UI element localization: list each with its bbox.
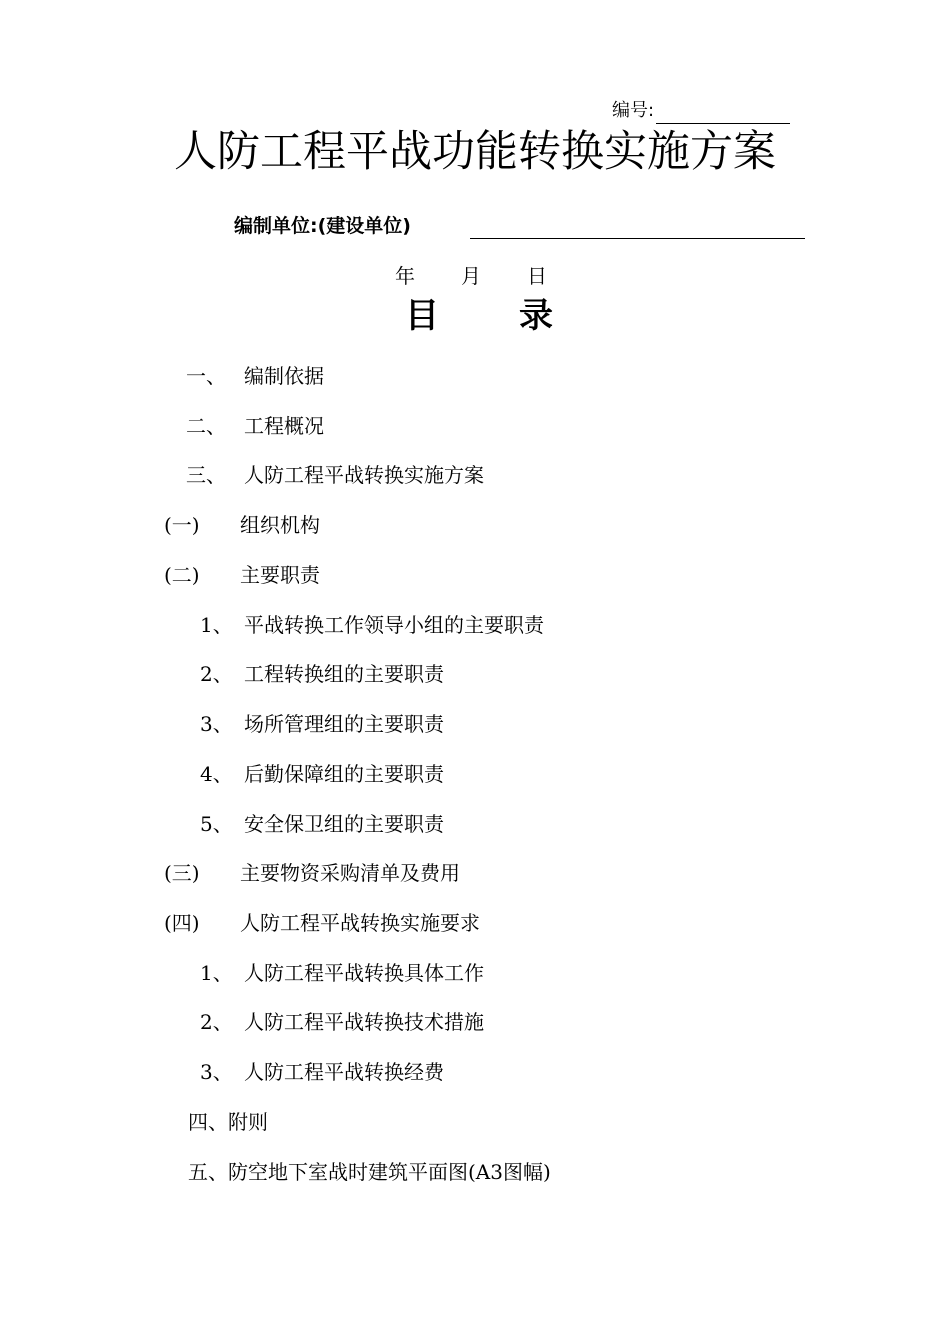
- toc-item-text: 防空地下室战时建筑平面图(A3图幅): [228, 1160, 551, 1184]
- toc-item-text: 安全保卫组的主要职责: [244, 812, 444, 836]
- toc-item: [164, 909, 480, 937]
- date-day: 日: [527, 264, 547, 288]
- toc-item-text: 人防工程平战转换经费: [244, 1060, 444, 1084]
- compiling-unit-blank: [470, 238, 805, 239]
- toc-item-text: 主要物资采购清单及费用: [240, 861, 460, 885]
- date-row: [395, 262, 547, 290]
- toc-item-number: (三): [164, 861, 200, 885]
- toc-item-text: 人防工程平战转换技术措施: [244, 1010, 484, 1034]
- toc-item-number: 三、: [186, 463, 226, 487]
- toc-item-text: 附则: [228, 1110, 268, 1134]
- toc-item-text: 人防工程平战转换实施方案: [244, 463, 484, 487]
- toc-item-text: 平战转换工作领导小组的主要职责: [244, 613, 544, 637]
- toc-title-part-b: 录: [519, 296, 553, 336]
- toc-item-number: 一、: [186, 364, 226, 388]
- document-number-label: 编号:: [612, 100, 655, 121]
- toc-item-text: 组织机构: [240, 513, 320, 537]
- date-year: 年: [395, 264, 415, 288]
- toc-item-number: 1、: [200, 613, 233, 637]
- toc-item: [200, 1058, 444, 1086]
- toc-item: [188, 1158, 551, 1186]
- toc-item-number: 五、: [188, 1160, 228, 1184]
- document-title: 人防工程平战功能转换实施方案: [174, 127, 776, 177]
- toc-item-text: 编制依据: [244, 364, 324, 388]
- toc-item: [200, 611, 544, 639]
- toc-item-number: (四): [164, 911, 200, 935]
- toc-item-text: 人防工程平战转换具体工作: [244, 961, 484, 985]
- toc-item-number: 2、: [200, 662, 233, 686]
- toc-item: [200, 710, 444, 738]
- toc-item-number: 1、: [200, 961, 233, 985]
- toc-item-text: 主要职责: [240, 563, 320, 587]
- toc-item: [186, 461, 484, 489]
- toc-item: [164, 859, 460, 887]
- toc-item: [200, 660, 444, 688]
- toc-item-text: 工程概况: [244, 414, 324, 438]
- toc-item-text: 后勤保障组的主要职责: [244, 762, 444, 786]
- document-number-row: [612, 98, 790, 124]
- compiling-unit-label: 编制单位:(建设单位): [234, 215, 411, 237]
- toc-item-number: 5、: [200, 812, 233, 836]
- toc-item: [164, 561, 320, 589]
- toc-item-number: 4、: [200, 762, 233, 786]
- toc-item-number: 二、: [186, 414, 226, 438]
- toc-item-number: 3、: [200, 1060, 233, 1084]
- toc-item: [200, 1008, 484, 1036]
- toc-item-number: (一): [164, 513, 200, 537]
- toc-item: [200, 810, 444, 838]
- toc-item-number: (二): [164, 563, 200, 587]
- toc-title: [405, 294, 553, 338]
- toc-item-number: 3、: [200, 712, 233, 736]
- toc-item: [164, 511, 320, 539]
- toc-item: [200, 959, 484, 987]
- toc-item: [200, 760, 444, 788]
- toc-item-text: 场所管理组的主要职责: [244, 712, 444, 736]
- toc-item-text: 人防工程平战转换实施要求: [240, 911, 480, 935]
- toc-item: [186, 362, 324, 390]
- document-number-blank: [656, 103, 790, 124]
- date-month: 月: [461, 264, 481, 288]
- toc-item-text: 工程转换组的主要职责: [244, 662, 444, 686]
- toc-item-number: 2、: [200, 1010, 233, 1034]
- toc-item: [186, 412, 324, 440]
- toc-title-part-a: 目: [405, 296, 439, 336]
- toc-item: [188, 1108, 268, 1136]
- toc-item-number: 四、: [188, 1110, 228, 1134]
